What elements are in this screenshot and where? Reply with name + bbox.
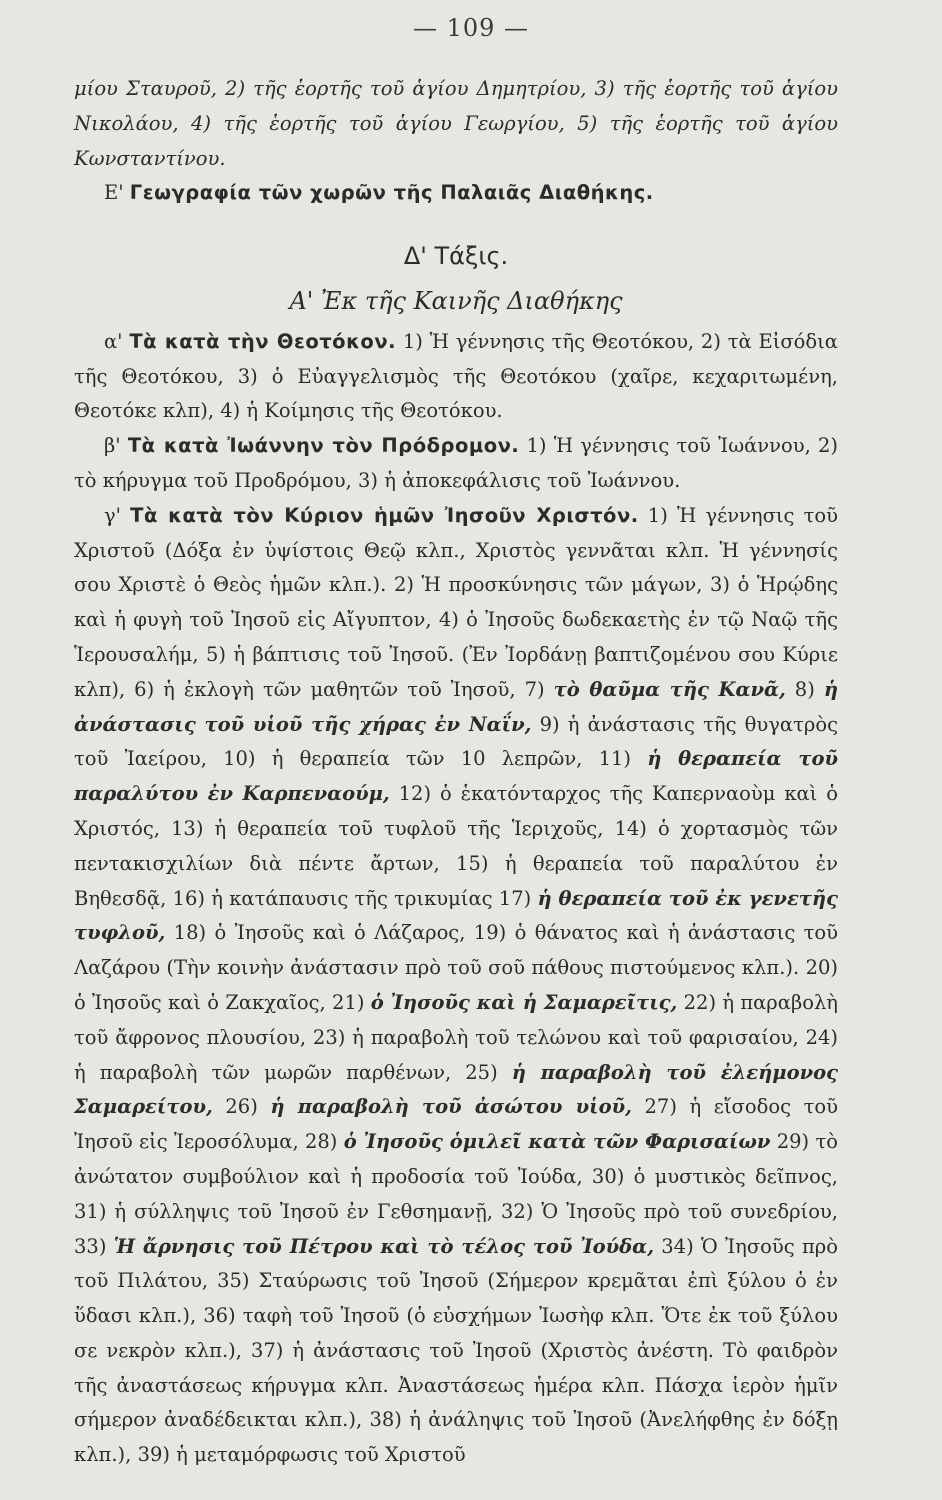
page-number: — 109 —: [412, 14, 530, 42]
section-b: [74, 429, 838, 499]
section-a: [74, 325, 838, 429]
section-c-text: 18) ὁ Ἰησοῦς καὶ ὁ Λάζαρος, 19) ὁ θάνατος καὶ ἡ ἀνάστασις τοῦ Λαζάρου (Τὴν κοινὴν ἀνάστασιν πρὸ τοῦ σοῦ πάθους πιστούμενος κλπ.). 20) ὁ Ἰησοῦς καὶ ὁ Ζακχαῖος, 21): [74, 921, 838, 1014]
section-a-text: 1) Ἡ γέννησις τῆς Θεοτόκου, 2) τὰ Εἰσόδια τῆς Θεοτόκου, 3) ὁ Εὐαγγελισμὸς τῆς Θεοτόκου (χαῖρε, κεχαριτωμένη, Θεοτόκε κλπ), 4) ἡ Κοίμησις τῆς Θεοτόκου.: [74, 329, 838, 423]
page-body: [74, 72, 838, 1473]
section-c-text: 12) ὁ ἑκατόνταρχος τῆς Καπερναοὺμ καὶ ὁ Χριστός, 13) ἡ θεραπεία τοῦ τυφλοῦ τῆς Ἱεριχοῦς, 14) ὁ χορτασμὸς τῶν πεντακισχιλίων διὰ πέντε ἄρτων, 15) ἡ θεραπεία τοῦ παραλύτου ἐν Βηθεσδᾷ, 16) ἡ κατάπαυσις τῆς τρικυμίας 17): [74, 782, 838, 910]
emphasis-text: ὁ Ἰησοῦς καὶ ἡ Σαμαρεῖτις,: [370, 990, 678, 1014]
section-e-label: Ε': [104, 181, 130, 205]
section-e-heading: Γεωγραφία τῶν χωρῶν τῆς Παλαιᾶς Διαθήκης.: [129, 181, 654, 205]
emphasis-text: ἡ παραβολὴ τοῦ ἐλεήμονος Σαμαρείτου,: [74, 1060, 838, 1119]
emphasis-text: ἡ θεραπεία τοῦ παραλύτου ἐν Καρπεναούμ,: [74, 747, 838, 806]
emphasis-text: ἡ θεραπεία τοῦ ἐκ γενετῆς τυφλοῦ,: [74, 886, 838, 945]
continued-paragraph: μίου Σταυροῦ, 2) τῆς ἑορτῆς τοῦ ἁγίου Δημητρίου, 3) τῆς ἑορτῆς τοῦ ἁγίου Νικολάου, 4) τῆς ἑορτῆς τοῦ ἁγίου Γεωργίου, 5) τῆς ἑορτῆς τοῦ ἁγίου Κωνσταντίνου.: [74, 77, 838, 170]
section-c-text: 9) ἡ ἀνάστασις τῆς θυγατρὸς τοῦ Ἰαείρου, 10) ἡ θεραπεία τῶν 10 λεπρῶν, 11): [74, 712, 838, 771]
section-b-heading: Τὰ κατὰ Ἰωάννην τὸν Πρόδρομον.: [127, 434, 520, 458]
section-c-text: 26): [212, 1095, 271, 1119]
testament-subheading: Α' Ἐκ τῆς Καινῆς Διαθήκης: [289, 286, 623, 315]
section-c-heading: Τὰ κατὰ τὸν Κύριον ἡμῶν Ἰησοῦν Χριστόν.: [130, 503, 639, 527]
emphasis-text: ὁ Ἰησοῦς ὁμιλεῖ κατὰ τῶν Φαρισαίων: [343, 1130, 771, 1154]
emphasis-text: Ἡ ἄρνησις τοῦ Πέτρου καὶ τὸ τέλος τοῦ Ἰούδα,: [113, 1234, 654, 1258]
section-e: [74, 176, 838, 211]
section-b-text: 1) Ἡ γέννησις τοῦ Ἰωάννου, 2) τὸ κήρυγμα τοῦ Προδρόμου, 3) ἡ ἀποκεφάλισις τοῦ Ἰωάννου.: [74, 434, 838, 492]
emphasis-text: ἡ παραβολὴ τοῦ ἀσώτου υἱοῦ,: [270, 1095, 632, 1119]
class-heading: Δ' Τάξις.: [403, 242, 509, 271]
emphasis-text: τὸ θαῦμα τῆς Κανᾶ,: [553, 677, 786, 701]
section-b-label: β': [104, 434, 128, 458]
section-a-heading: Τὰ κατὰ τὴν Θεοτόκον.: [129, 329, 397, 353]
section-a-label: α': [104, 329, 130, 353]
section-c-text: 8): [785, 677, 824, 701]
section-c: [74, 499, 838, 1473]
section-c-label: γ': [104, 503, 131, 527]
section-c-text: 29) τὸ ἀνώτατον συμβούλιον καὶ ἡ προδοσία τοῦ Ἰούδα, 30) ὁ μυστικὸς δεῖπνος, 31) ἡ σύλληψις τοῦ Ἰησοῦ ἐν Γεθσημανῇ, 32) Ὁ Ἰησοῦς πρὸ τοῦ συνεδρίου, 33): [74, 1130, 838, 1258]
section-c-text: 1) Ἡ γέννησις τοῦ Χριστοῦ (Δόξα ἐν ὑψίστοις Θεῷ κλπ., Χριστὸς γεννᾶται κλπ. Ἡ γέννησίς σου Χριστὲ ὁ Θεὸς ἡμῶν κλπ.). 2) Ἡ προσκύνησις τῶν μάγων, 3) ὁ Ἡρῴδης καὶ ἡ φυγὴ τοῦ Ἰησοῦ εἰς Αἴγυπτον, 4) ὁ Ἰησοῦς δωδεκαετὴς ἐν τῷ Ναῷ τῆς Ἱερουσαλήμ, 5) ἡ βάπτισις τοῦ Ἰησοῦ. (Ἐν Ἰορδάνῃ βαπτιζομένου σου Κύριε κλπ), 6) ἡ ἐκλογὴ τῶν μαθητῶν τοῦ Ἰησοῦ, 7): [74, 503, 838, 701]
section-c-text: 34) Ὁ Ἰησοῦς πρὸ τοῦ Πιλάτου, 35) Σταύρωσις τοῦ Ἰησοῦ (Σήμερον κρεμᾶται ἐπὶ ξύλου ὁ ἐν ὕδασι κλπ.), 36) ταφὴ τοῦ Ἰησοῦ (ὁ εὐσχήμων Ἰωσὴφ κλπ. Ὅτε ἐκ τοῦ ξύλου σε νεκρὸν κλπ.), 37) ἡ ἀνάστασις τοῦ Ἰησοῦ (Χριστὸς ἀνέστη. Τὸ φαιδρὸν τῆς ἀναστάσεως κήρυγμα κλπ. Ἀναστάσεως ἡμέρα κλπ. Πάσχα ἱερὸν ἡμῖν σήμερον ἀναδέδεικται κλπ.), 38) ἡ ἀνάληψις τοῦ Ἰησοῦ (Ἀνελήφθης ἐν δόξῃ κλπ.), 39) ἡ μεταμόρφωσις τοῦ Χριστοῦ: [74, 1234, 839, 1467]
section-c-text: 27) ἡ εἴσοδος τοῦ Ἰησοῦ εἰς Ἱεροσόλυμα, 28): [74, 1095, 838, 1154]
emphasis-text: ἡ ἀνάστασις τοῦ υἱοῦ τῆς χήρας ἐν Ναΐν,: [74, 677, 838, 736]
section-c-text: 22) ἡ παραβολὴ τοῦ ἄφρονος πλουσίου, 23) ἡ παραβολὴ τοῦ τελώνου καὶ τοῦ φαρισαίου, 24) ἡ παραβολὴ τῶν μωρῶν παρθένων, 25): [74, 990, 838, 1084]
